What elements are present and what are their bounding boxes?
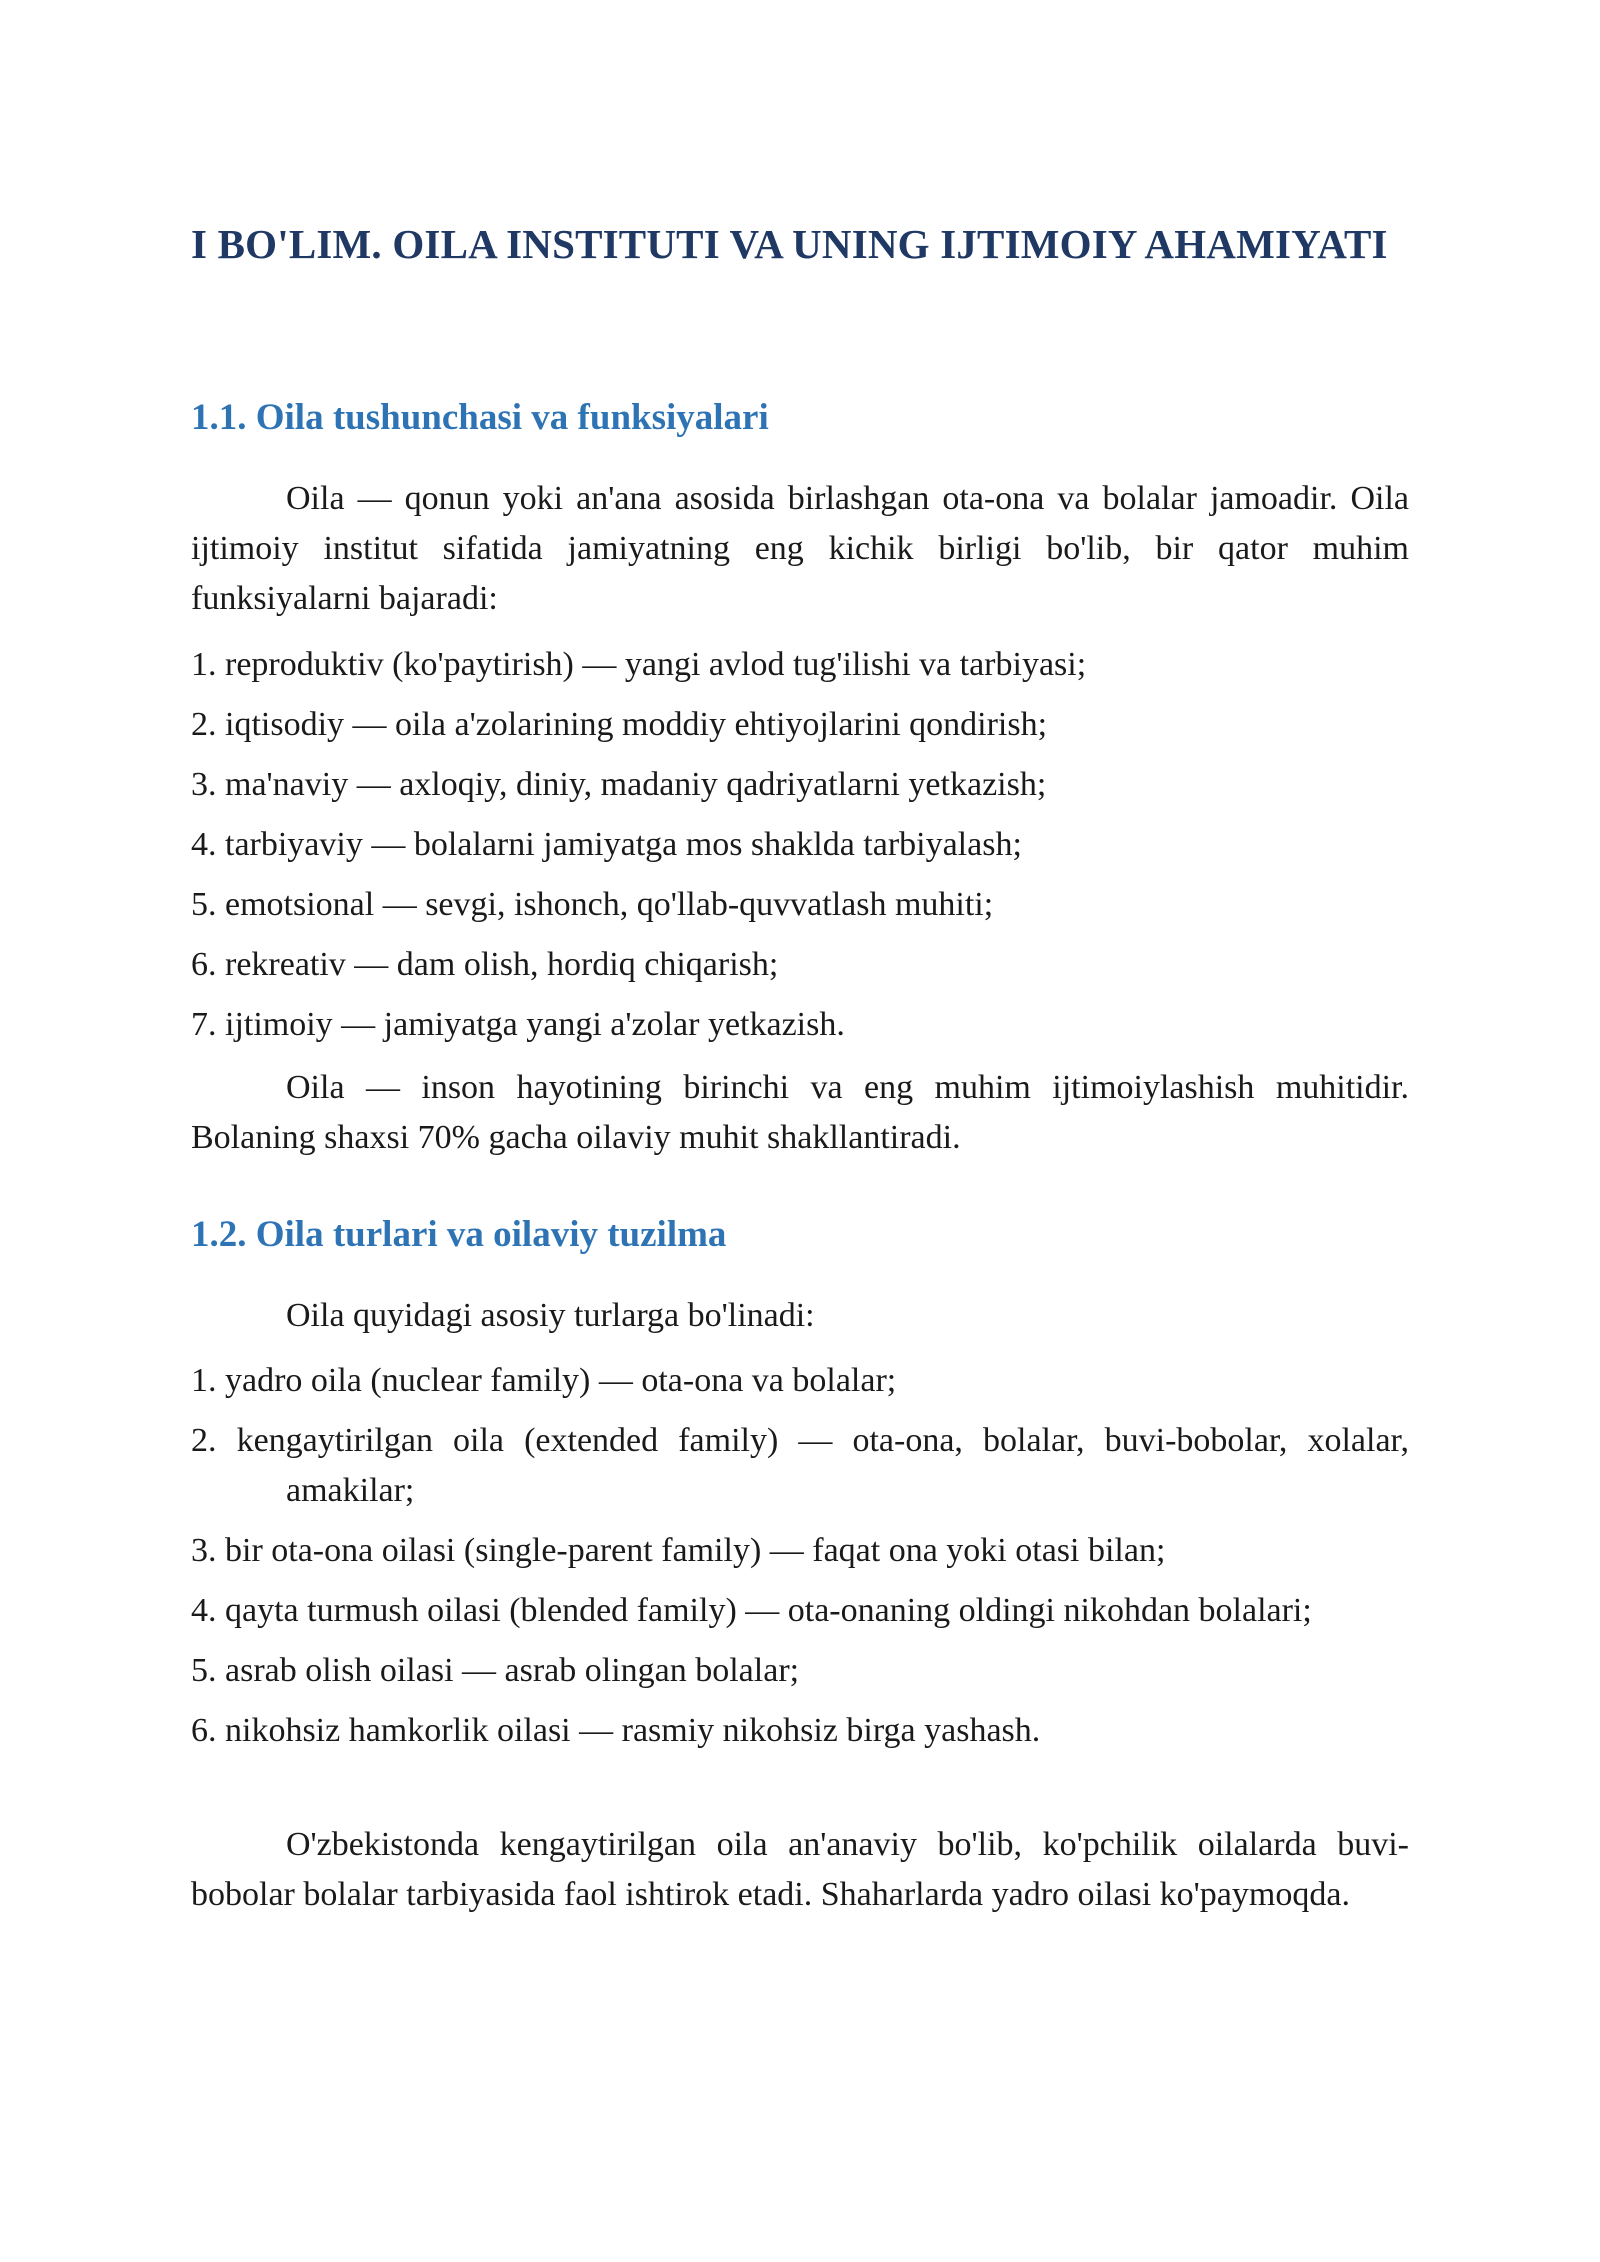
- section-1-2-intro-paragraph: Oila quyidagi asosiy turlarga bo'linadi:: [286, 1297, 815, 1334]
- section-1-2-closing-paragraph: O'zbekistonda kengaytirilgan oila an'anaviy bo'lib, ko'pchilik oilalarda buvi-bobolar bolalar tarbiyasida faol ishtirok etadi. Shaharlarda yadro oilasi ko'paymoqda.: [191, 1826, 1409, 1913]
- list-item: 4. tarbiyaviy — bolalarni jamiyatga mos shaklda tarbiyalash;: [191, 826, 1022, 863]
- family-types-list: [191, 1356, 1409, 1766]
- list-item: 6. rekreativ — dam olish, hordiq chiqarish;: [191, 946, 779, 983]
- list-item: 6. nikohsiz hamkorlik oilasi — rasmiy nikohsiz birga yashash.: [191, 1712, 1041, 1749]
- list-item: 3. bir ota-ona oilasi (single-parent family) — faqat ona yoki otasi bilan;: [191, 1532, 1166, 1569]
- section-1-1-closing-paragraph: Oila — inson hayotining birinchi va eng muhim ijtimoiylashish muhitidir. Bolaning shaxsi 70% gacha oilaviy muhit shakllantiradi.: [191, 1069, 1409, 1156]
- list-item: 5. emotsional — sevgi, ishonch, qo'llab-quvvatlash muhiti;: [191, 886, 994, 923]
- list-item: 3. ma'naviy — axloqiy, diniy, madaniy qadriyatlarni yetkazish;: [191, 766, 1047, 803]
- list-item: 5. asrab olish oilasi — asrab olingan bolalar;: [191, 1652, 800, 1689]
- list-item: 2. iqtisodiy — oila a'zolarining moddiy ehtiyojlarini qondirish;: [191, 706, 1048, 743]
- section-title-1-1: 1.1. Oila tushunchasi va funksiyalari: [191, 397, 769, 438]
- list-item: 7. ijtimoiy — jamiyatga yangi a'zolar yetkazish.: [191, 1006, 845, 1043]
- family-functions-list: [191, 640, 1409, 1060]
- section-title-1-2: 1.2. Oila turlari va oilaviy tuzilma: [191, 1214, 727, 1255]
- list-item: 1. reproduktiv (ko'paytirish) — yangi avlod tug'ilishi va tarbiyasi;: [191, 646, 1087, 683]
- chapter-title: I BO'LIM. OILA INSTITUTI VA UNING IJTIMOIY AHAMIYATI: [191, 221, 1388, 267]
- list-item: 1. yadro oila (nuclear family) — ota-ona va bolalar;: [191, 1362, 897, 1399]
- list-item: 2. kengaytirilgan oila (extended family) — ota-ona, bolalar, buvi-bobolar, xolalar, amakilar;: [191, 1422, 1409, 1509]
- list-item: 4. qayta turmush oilasi (blended family) — ota-onaning oldingi nikohdan bolalari;: [191, 1592, 1312, 1629]
- document-page: [191, 0, 1409, 2262]
- section-1-1-intro-paragraph: Oila — qonun yoki an'ana asosida birlashgan ota-ona va bolalar jamoadir. Oila ijtimoiy institut sifatida jamiyatning eng kichik birligi bo'lib, bir qator muhim funksiyalarni bajaradi:: [191, 480, 1409, 617]
